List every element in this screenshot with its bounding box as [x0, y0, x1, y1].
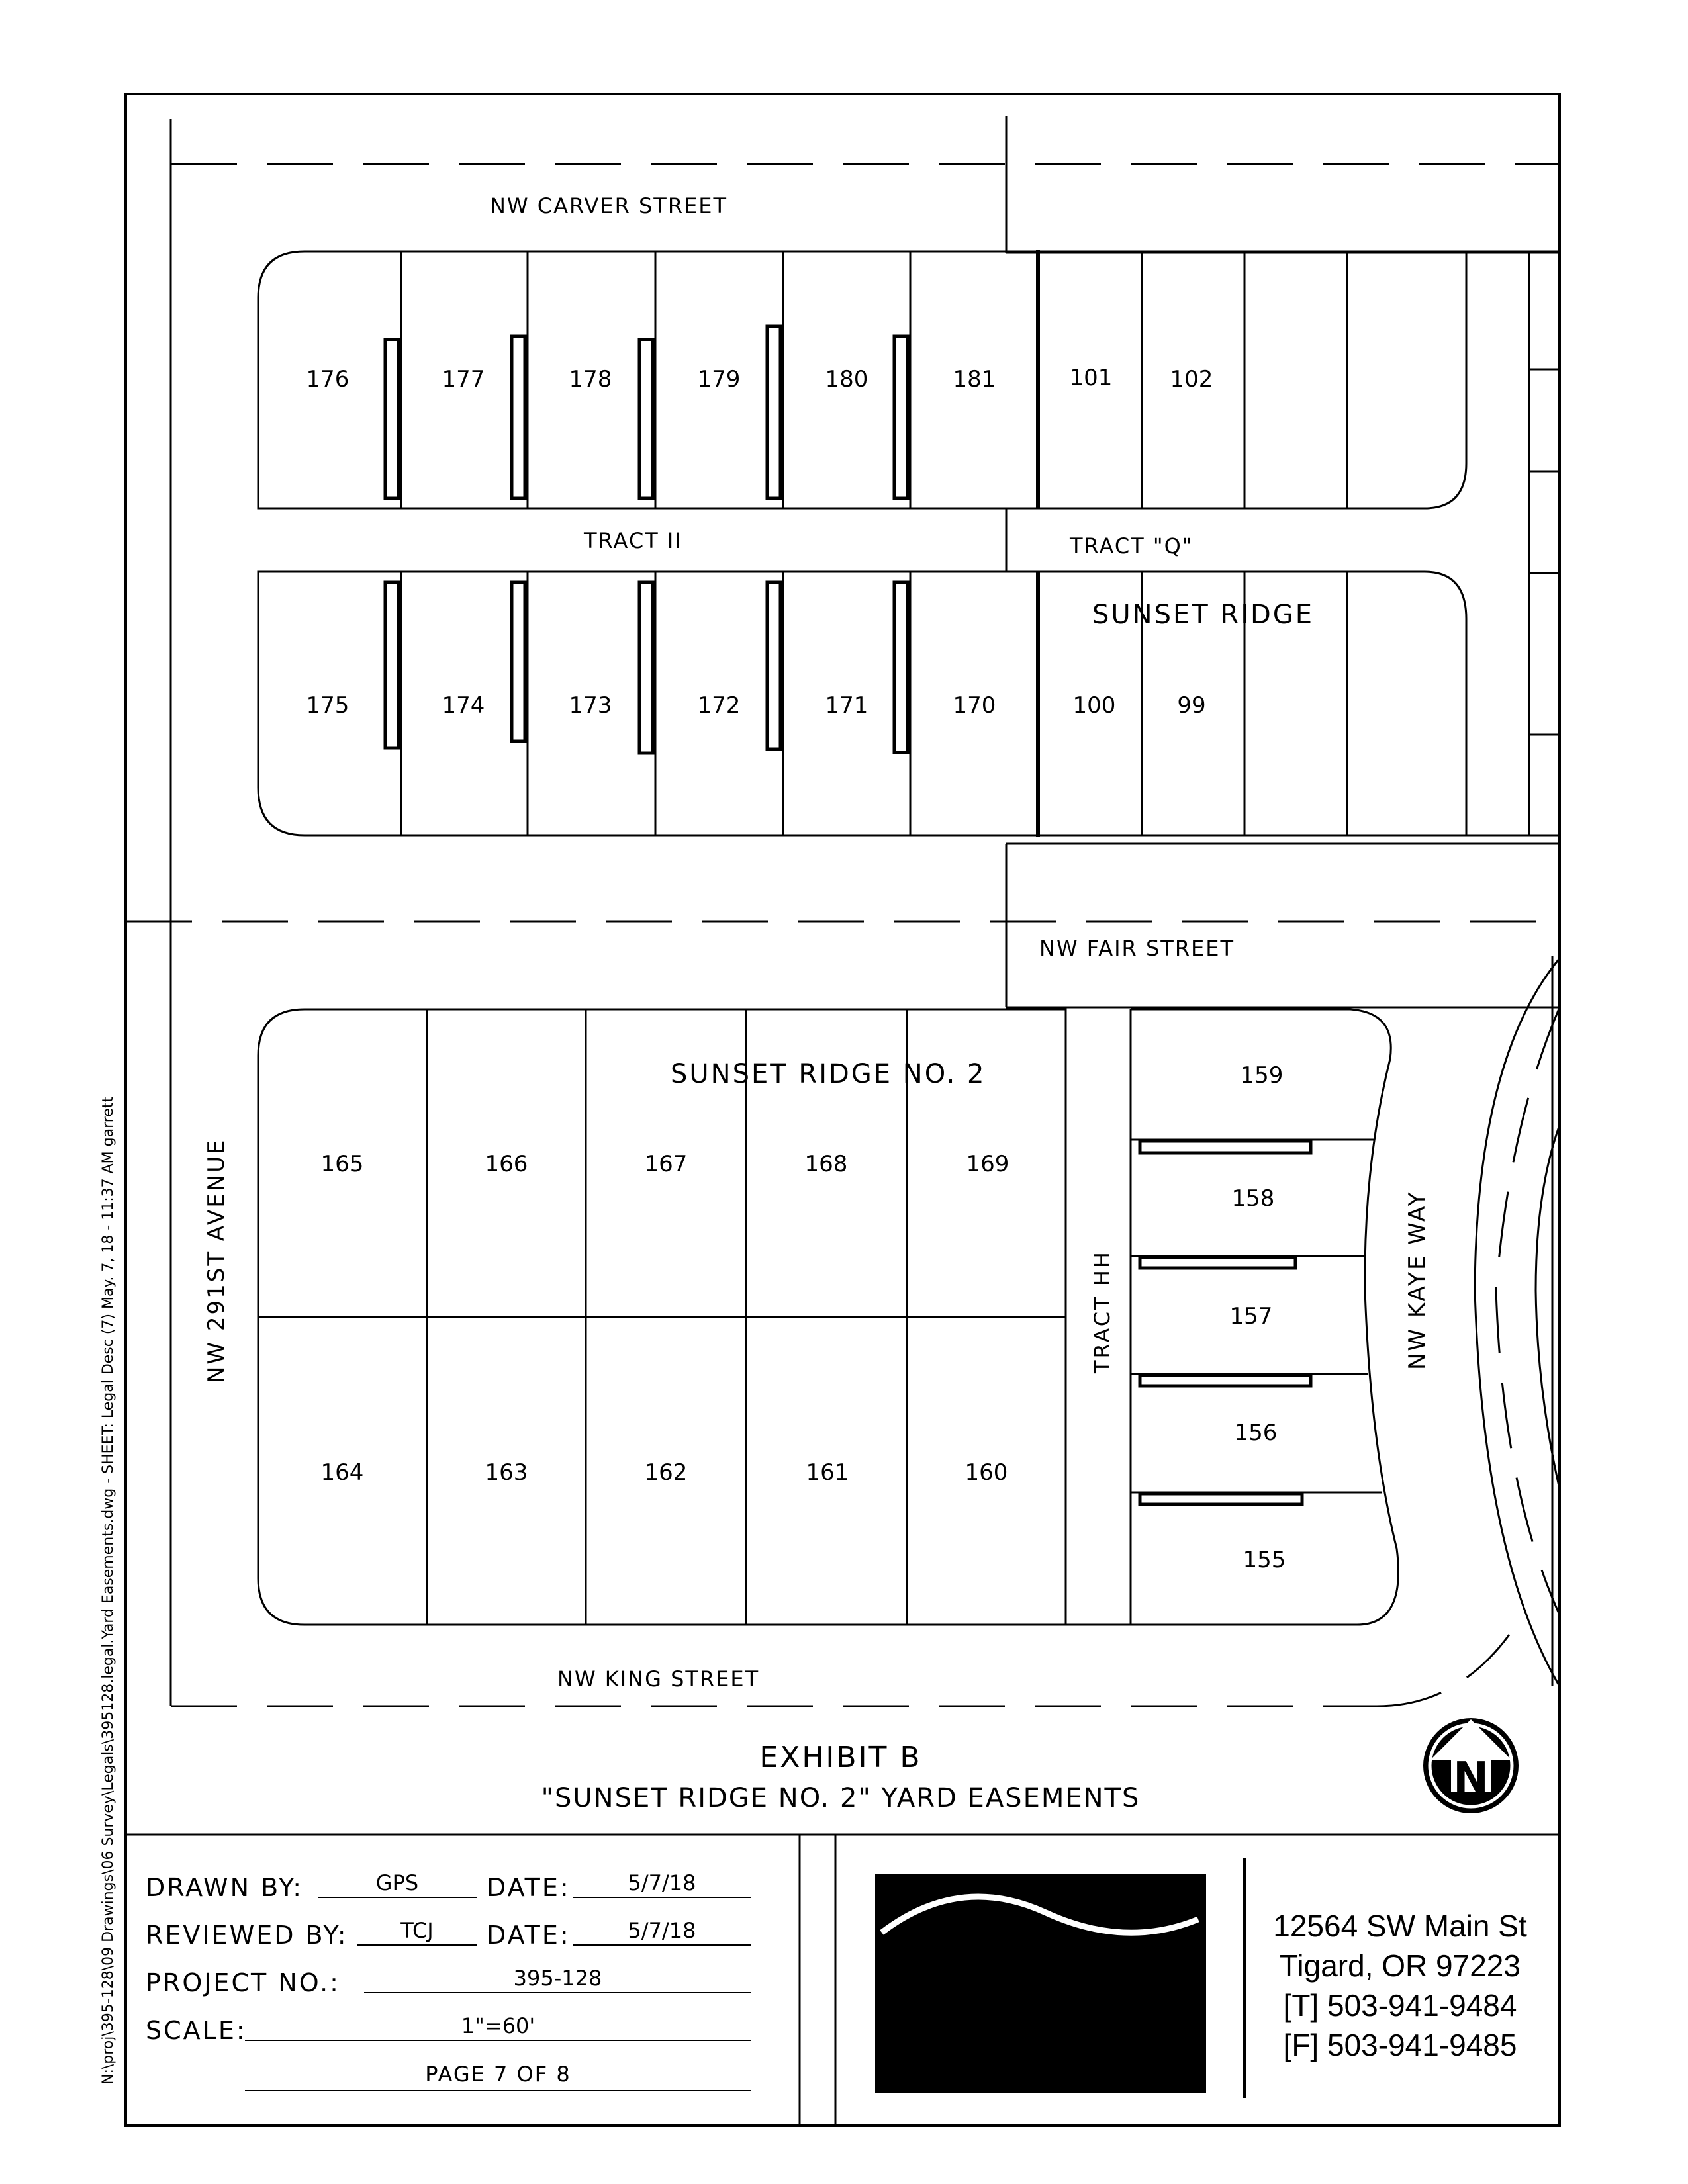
lot-label: 165: [320, 1151, 364, 1177]
sheet-border: [126, 94, 1560, 2126]
tract-q: TRACT "Q": [1070, 533, 1194, 559]
date-label-2: DATE:: [487, 1921, 571, 1950]
lot-labels-upper-north: [306, 365, 1213, 392]
lot-label: 181: [953, 366, 996, 392]
street-king: NW KING STREET: [557, 1666, 760, 1692]
lot-label: 159: [1240, 1062, 1284, 1089]
street-291st: NW 291ST AVENUE: [203, 1138, 230, 1383]
lot-label: 157: [1229, 1303, 1273, 1330]
subdivision-sunset-ridge: SUNSET RIDGE: [1092, 600, 1315, 630]
date-label-1: DATE:: [487, 1873, 571, 1902]
lot-label: 179: [697, 366, 741, 392]
lot-label: 101: [1069, 365, 1113, 391]
lower-block: [258, 1009, 1399, 1625]
tract-hh: TRACT HH: [1090, 1250, 1115, 1373]
lot-label: 155: [1243, 1547, 1286, 1573]
lot-label: 164: [320, 1459, 364, 1486]
north-arrow-icon: [1423, 1718, 1519, 1813]
lot-label: 161: [806, 1459, 849, 1486]
lot-label: 167: [644, 1151, 688, 1177]
project-no-value: 395-128: [513, 1966, 602, 1991]
scale-line: [245, 2040, 751, 2041]
lot-label: 171: [825, 692, 868, 719]
street-carver: NW CARVER STREET: [490, 193, 728, 218]
scale-value: 1"=60': [461, 2013, 536, 2038]
drawn-by-label: DRAWN BY:: [146, 1873, 304, 1902]
logo-line-1: Pacific: [907, 1932, 1053, 1983]
subdivision-sunset-ridge-2: SUNSET RIDGE NO. 2: [671, 1059, 986, 1089]
project-no-label: PROJECT NO.:: [146, 1968, 340, 1997]
reviewed-by-line: [357, 1944, 477, 1946]
lot-label: 172: [697, 692, 741, 719]
lot-label: 102: [1170, 366, 1213, 392]
lot-label: 176: [306, 366, 350, 392]
page-number: PAGE 7 OF 8: [425, 2062, 571, 2087]
lot-label: 178: [569, 366, 612, 392]
logo-line-3: Design: [907, 2025, 1060, 2075]
lot-label: 166: [485, 1151, 528, 1177]
street-fair: NW FAIR STREET: [1039, 936, 1235, 961]
project-no-line: [364, 1992, 751, 1993]
street-lines: [171, 116, 1560, 1706]
drawn-by-line: [318, 1897, 477, 1898]
lot-label: 99: [1177, 692, 1206, 719]
date-value-1: 5/7/18: [628, 1870, 696, 1895]
address-line-2: Tigard, OR 97223: [1280, 1948, 1521, 1983]
lot-label: 169: [966, 1151, 1009, 1177]
lot-label: 177: [442, 366, 485, 392]
lower-easements: [1140, 1141, 1311, 1504]
logo-line-2: Community: [907, 1978, 1162, 2029]
lot-label: 175: [306, 692, 350, 719]
date-line-2: [573, 1944, 751, 1946]
lot-label: 170: [953, 692, 996, 719]
reviewed-by-label: REVIEWED BY:: [146, 1921, 348, 1950]
fax-number: [F] 503-941-9485: [1283, 2028, 1517, 2062]
lot-labels-lower-north: [321, 1151, 1009, 1177]
lot-label: 158: [1231, 1185, 1275, 1212]
lot-label: 173: [569, 692, 612, 719]
lot-label: 180: [825, 366, 868, 392]
lot-label: 160: [964, 1459, 1008, 1486]
scale-label: SCALE:: [146, 2016, 247, 2045]
address-line-1: 12564 SW Main St: [1273, 1909, 1527, 1943]
lot-label: 168: [804, 1151, 848, 1177]
file-stamp: N:\proj\395-128\09 Drawings\06 Survey\Legals\395128.legal.Yard Easements.dwg - SHEET: Legal Desc (7) May. 7, 18 - 11:37 AM garrett: [100, 1096, 117, 2085]
lot-labels-upper-south: [306, 692, 1206, 719]
lot-label: 156: [1234, 1420, 1278, 1446]
lot-labels-lower-south: [321, 1459, 1008, 1486]
phone-number: [T] 503-941-9484: [1283, 1988, 1517, 2023]
lot-label: 163: [485, 1459, 528, 1486]
date-value-2: 5/7/18: [628, 1918, 696, 1943]
reviewed-by-value: TCJ: [400, 1918, 434, 1943]
company-logo: [875, 1874, 1206, 2093]
tract-ii: TRACT II: [584, 528, 682, 553]
date-line-1: [573, 1897, 751, 1898]
drawn-by-value: GPS: [375, 1870, 419, 1895]
lot-label: 100: [1072, 692, 1116, 719]
kaye-curb: [1475, 958, 1560, 1686]
north-letter: N: [1453, 1754, 1489, 1803]
lot-label: 174: [442, 692, 485, 719]
exhibit-subtitle: "SUNSET RIDGE NO. 2" YARD EASEMENTS: [541, 1783, 1141, 1813]
lot-label: 162: [644, 1459, 688, 1486]
page-line: [245, 2090, 751, 2091]
exhibit-title: EXHIBIT B: [759, 1741, 922, 1774]
street-kaye: NW KAYE WAY: [1404, 1190, 1430, 1370]
